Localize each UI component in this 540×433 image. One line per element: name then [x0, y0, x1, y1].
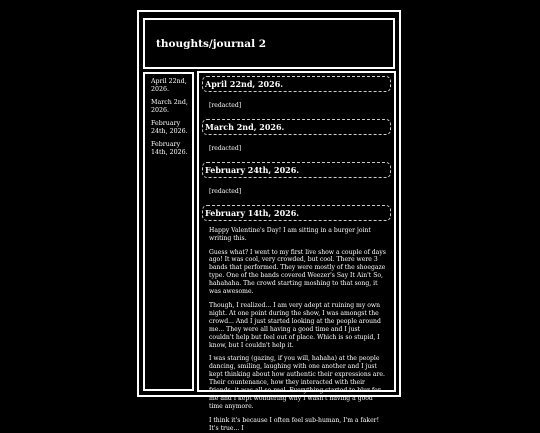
journal-content[interactable]	[197, 71, 396, 432]
entry-paragraph: I was staring (gazing, if you will, hahaha) at the people dancing, smiling, laughing with one another and I just kept thinking about how authentic their expressions are. Their countenance, how they interacted with their friends--it was all so real. Everything started to blur for me and I kept wondering why I wasn't having a good time anymore.	[209, 355, 385, 410]
entry-paragraph: I think it's because I often feel sub-human, I'm a faker! It's true... I	[209, 416, 380, 432]
sidebar-link-april-22[interactable]: April 22nd, 2026.	[151, 78, 187, 93]
entry-february-24	[202, 162, 391, 196]
sidebar-link-february-24[interactable]: February 24th, 2026.	[151, 120, 188, 135]
page-title: thoughts/journal 2	[156, 38, 267, 50]
emphasis-text: real	[273, 387, 286, 395]
entry-body-redacted: [redacted]	[209, 144, 242, 152]
entry-body	[202, 227, 391, 433]
entry-february-14	[202, 205, 391, 433]
entry-title: April 22nd, 2026.	[202, 76, 391, 92]
entry-title: February 24th, 2026.	[202, 162, 391, 178]
entry-body-redacted: [redacted]	[209, 102, 242, 109]
entry-title: February 14th, 2026.	[202, 205, 391, 221]
entry-march-2	[202, 119, 391, 153]
entry-paragraph: Happy Valentine's Day! I am sitting in a burger joint writing this.	[209, 226, 371, 242]
entry-paragraph: Though, I realized... I am very adept at ruining my own night. At one point during the show, I was amongst the crowd... And I just started looking at the people around me... They were all having a good time and I just couldn't help but feel out of place. Which is so stupid, I know, but I couldn't help it.	[209, 301, 381, 349]
page-frame	[137, 10, 401, 432]
header	[143, 18, 395, 69]
entry-body-redacted: [redacted]	[209, 187, 242, 195]
sidebar-nav	[143, 72, 194, 391]
entry-title: March 2nd, 2026.	[202, 119, 391, 135]
sidebar-link-february-14[interactable]: February 14th, 2026.	[151, 141, 188, 156]
entry-paragraph: Guess what? I went to my first live show a couple of days ago! It was cool, very crowded, but cool. There were 3 bands that performed. They were mostly of the shoegaze type. One of the bands covered Weezer's Say It Ain't So, hahahaha. The crowd starting moshing to that song, it was awesome.	[209, 248, 386, 296]
sidebar-link-march-2[interactable]: March 2nd, 2026.	[151, 99, 188, 114]
entry-april-22	[202, 76, 391, 110]
